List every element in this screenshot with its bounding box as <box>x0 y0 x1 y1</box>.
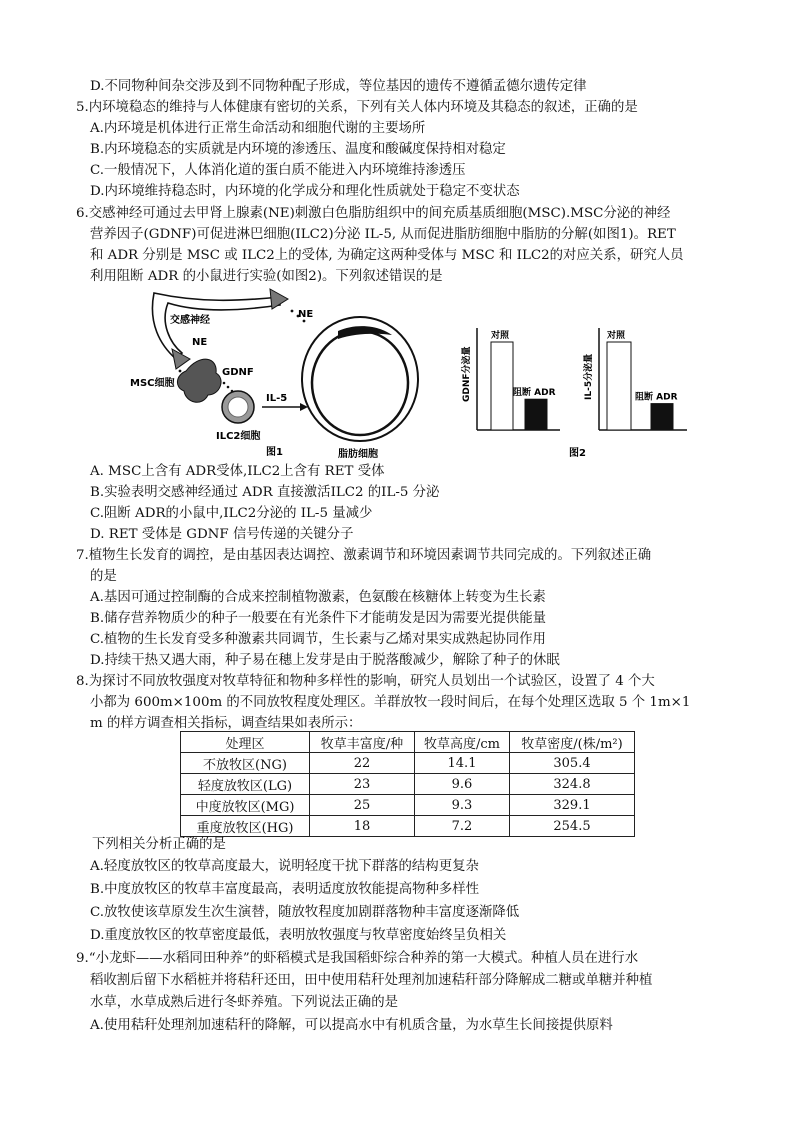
label-fat-cell: 脂肪细胞 <box>338 449 378 460</box>
label-sympathetic-nerve: 交感神经 <box>170 315 210 326</box>
question-6-stem: 和 ADR 分别是 MSC 或 ILC2上的受体, 为确定这两种受体与 MSC 和 ILC2的对应关系，研究人员 <box>90 248 684 263</box>
chart-gdnf <box>460 328 560 430</box>
question-8-stem: 8.为探讨不同放牧强度对牧草特征和物种多样性的影响，研究人员划出一个试验区，设置了 4 个大 <box>76 674 655 689</box>
table-cell: 254.5 <box>510 816 635 837</box>
option-7a: A.基因可通过控制酶的合成来控制植物激素，色氨酸在核糖体上转变为生长素 <box>90 590 546 605</box>
table-row <box>181 795 635 816</box>
table-cell: 18 <box>310 816 415 837</box>
label-msc-cell: MSC细胞 <box>130 378 175 389</box>
option-7d: D.持续干热又遇大雨，种子易在穗上发芽是由于脱落酸减少，解除了种子的休眠 <box>90 653 560 668</box>
option-8d: D.重度放牧区的牧草密度最低，表明放牧强度与牧草密度始终呈负相关 <box>90 928 507 943</box>
option-8a: A.轻度放牧区的牧草高度最大，说明轻度干扰下群落的结构更复杂 <box>90 859 479 874</box>
table-header: 处理区 <box>181 732 310 753</box>
figure-2 <box>455 320 705 460</box>
question-9-stem: 水草，水草成熟后进行冬虾养殖。下列说法正确的是 <box>90 995 398 1010</box>
label-ne-top: NE <box>298 309 314 320</box>
table-cell: 22 <box>310 753 415 774</box>
question-8-stem: 小都为 600m×100m 的不同放牧程度处理区。羊群放牧一段时间后，在每个处理区选取 5 个 1m×1 <box>90 695 691 710</box>
question-6-stem: 营养因子(GDNF)可促进淋巴细胞(ILC2)分泌 IL-5, 从而促进脂肪细胞中脂肪的分解(如图1)。RET <box>90 227 676 242</box>
table-cell: 中度放牧区(MG) <box>181 795 310 816</box>
option-6d: D. RET 受体是 GDNF 信号传递的关键分子 <box>90 527 354 542</box>
option-9a: A.使用秸秆处理剂加速秸秆的降解，可以提高水中有机质含量，为水草生长间接提供原料 <box>90 1018 613 1033</box>
option-8b: B.中度放牧区的牧草丰富度最高，表明适度放牧能提高物种多样性 <box>90 882 480 897</box>
question-9-stem: 9.“小龙虾——水稻同田种养”的虾稻模式是我国稻虾综合种养的第一大模式。种植人员在进行水 <box>76 951 639 966</box>
bar-il5-blocked <box>651 404 673 430</box>
chart-il5 <box>582 328 687 430</box>
bar-label-gdnf-blocked: 阻断 ADR <box>513 388 556 399</box>
option-6c: C.阻断 ADR的小鼠中,ILC2分泌的 IL-5 量减少 <box>90 506 373 521</box>
option-5d: D.内环境维持稳态时，内环境的化学成分和理化性质就处于稳定不变状态 <box>90 184 520 199</box>
option-6a: A. MSC上含有 ADR受体,ILC2上含有 RET 受体 <box>90 464 385 479</box>
question-9-stem: 稻收割后留下水稻桩并将秸秆还田，田中使用秸秆处理剂加速秸秆部分降解成二糖或单糖并种植 <box>90 973 653 988</box>
option-8c: C.放牧使该草原发生次生演替，随放牧程度加剧群落物种丰富度逐渐降低 <box>90 905 520 920</box>
question-7-stem: 7.植物生长发育的调控，是由基因表达调控、激素调节和环境因素调节共同完成的。下列叙述正确 <box>76 548 652 563</box>
question-6-stem: 利用阻断 ADR 的小鼠进行实验(如图2)。下列叙述错误的是 <box>90 269 443 284</box>
table-cell: 9.6 <box>415 774 510 795</box>
question-8-stem: m 的样方调查相关指标，调查结果如表所示： <box>90 716 362 731</box>
label-ne-left: NE <box>192 337 208 348</box>
y-label-il5: IL-5分泌量 <box>584 353 594 400</box>
table-row <box>181 753 635 774</box>
grazing-table <box>180 731 635 837</box>
table-cell: 14.1 <box>415 753 510 774</box>
gdnf-dots <box>223 382 234 393</box>
label-il5: IL-5 <box>266 393 288 404</box>
option-7b: B.储存营养物质少的种子一般要在有光条件下才能萌发是因为需要光提供能量 <box>90 611 546 626</box>
table-cell: 25 <box>310 795 415 816</box>
bar-label-il5-control: 对照 <box>607 331 626 341</box>
fat-droplet <box>312 331 408 435</box>
label-gdnf: GDNF <box>222 367 254 378</box>
bar-gdnf-blocked <box>525 399 547 430</box>
table-header: 牧草丰富度/种 <box>310 732 415 753</box>
option-6b: B.实验表明交感神经通过 ADR 直接激活ILC2 的IL-5 分泌 <box>90 485 440 500</box>
figure-1-caption: 图1 <box>266 447 283 458</box>
table-cell: 7.2 <box>415 816 510 837</box>
table-cell: 324.8 <box>510 774 635 795</box>
table-cell: 不放牧区(NG) <box>181 753 310 774</box>
question-7-stem: 的是 <box>90 569 117 584</box>
option-5d-prev: D.不同物种间杂交涉及到不同物种配子形成，等位基因的遗传不遵循孟德尔遗传定律 <box>90 79 587 94</box>
table-cell: 329.1 <box>510 795 635 816</box>
table-cell: 重度放牧区(HG) <box>181 816 310 837</box>
table-cell: 305.4 <box>510 753 635 774</box>
option-7c: C.植物的生长发育受多种激素共同调节，生长素与乙烯对果实成熟起协同作用 <box>90 632 546 647</box>
figure-1 <box>120 283 430 463</box>
table-header: 牧草高度/cm <box>415 732 510 753</box>
table-header: 牧草密度/(株/m²) <box>510 732 635 753</box>
option-5a: A.内环境是机体进行正常生命活动和细胞代谢的主要场所 <box>90 121 426 136</box>
msc-cell-shape <box>177 359 221 402</box>
question-8-prompt: 下列相关分析正确的是 <box>92 837 226 852</box>
bar-label-il5-blocked: 阻断 ADR <box>635 392 678 403</box>
table-cell: 23 <box>310 774 415 795</box>
bar-il5-control <box>607 342 631 430</box>
table-row <box>181 774 635 795</box>
table-cell: 轻度放牧区(LG) <box>181 774 310 795</box>
bar-gdnf-control <box>491 342 513 430</box>
question-6-stem: 6.交感神经可通过去甲肾上腺素(NE)刺激白色脂肪组织中的间充质基质细胞(MSC).MSC分泌的神经 <box>76 206 671 221</box>
table-header-row <box>181 732 635 753</box>
figure-2-caption: 图2 <box>569 448 586 459</box>
nerve-terminal-shape <box>270 289 288 309</box>
question-5-stem: 5.内环境稳态的维持与人体健康有密切的关系，下列有关人体内环境及其稳态的叙述，正确的是 <box>76 100 638 115</box>
y-label-gdnf: GDNF分泌量 <box>462 346 472 402</box>
table-row <box>181 816 635 837</box>
table-cell: 9.3 <box>415 795 510 816</box>
option-5c: C.一般情况下，人体消化道的蛋白质不能进入内环境维持渗透压 <box>90 163 466 178</box>
bar-label-gdnf-control: 对照 <box>491 331 510 341</box>
label-ilc2-cell: ILC2细胞 <box>216 431 261 442</box>
option-5b: B.内环境稳态的实质就是内环境的渗透压、温度和酸碱度保持相对稳定 <box>90 142 506 157</box>
